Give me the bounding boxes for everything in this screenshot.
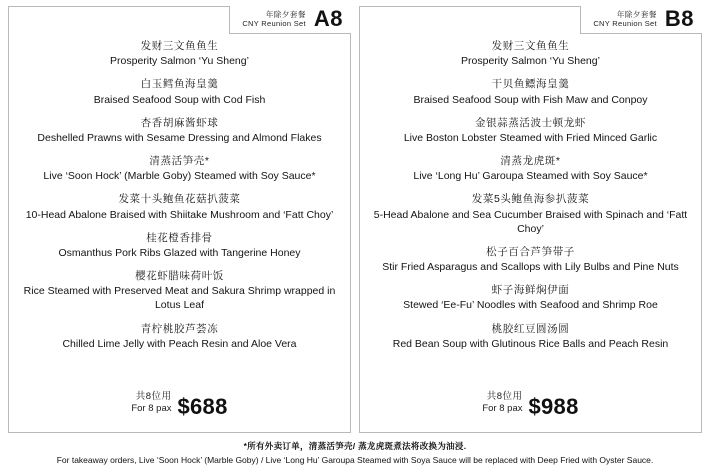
- set-price: $988: [528, 394, 579, 419]
- menu-item: [62, 322, 296, 351]
- menu-item: [26, 192, 334, 221]
- menu-item: [43, 154, 315, 183]
- set-code: B8: [664, 6, 694, 31]
- menu-item: [370, 192, 691, 236]
- footnote-en: For takeaway orders, Live ‘Soon Hock’ (Marble Goby) / Live ‘Long Hu’ Garoupa Steamed with Soya Sauce will be replaced with Deep Fried with Oyster Sauce.: [56, 455, 654, 465]
- footnote: [8, 433, 702, 471]
- set-header-labels-b8: [593, 11, 657, 28]
- menu-item-en: Deshelled Prawns with Sesame Dressing and Almond Flakes: [37, 131, 322, 144]
- menu-item: [110, 39, 249, 68]
- menu-item-zh: 发财三文鱼鱼生: [491, 40, 570, 52]
- menu-item-en: 5-Head Abalone and Sea Cucumber Braised with Spinach and ‘Fatt Choy’: [373, 208, 688, 235]
- menu-set-b8: [359, 6, 702, 433]
- menu-item-list-a8: [19, 39, 340, 360]
- menu-item-en: Stewed ‘Ee-Fu’ Noodles with Seafood and Shrimp Roe: [403, 299, 658, 312]
- menu-item-en: Prosperity Salmon ‘Yu Sheng’: [110, 55, 249, 68]
- set-price: $688: [177, 394, 228, 419]
- menu-item-en: Red Bean Soup with Glutinous Rice Balls and Peach Resin: [392, 337, 669, 350]
- menu-sets: [8, 6, 702, 433]
- menu-item-en: 10-Head Abalone Braised with Shiitake Mushroom and ‘Fatt Choy’: [25, 208, 334, 221]
- pax-info: [482, 391, 522, 418]
- pax-en: For 8 pax: [482, 403, 523, 415]
- pax-zh: 共8位用: [486, 391, 523, 403]
- menu-item: [403, 283, 658, 312]
- menu-item: [413, 154, 647, 183]
- menu-item-en: Braised Seafood Soup with Fish Maw and Conpoy: [413, 93, 648, 106]
- pax-en: For 8 pax: [131, 403, 172, 415]
- menu-item-en: Live ‘Soon Hock’ (Marble Goby) Steamed with Soy Sauce*: [43, 170, 316, 183]
- menu-item-zh: 桃胶红豆圆汤圆: [491, 322, 570, 335]
- set-code: A8: [313, 6, 343, 31]
- menu-set-a8: [8, 6, 351, 433]
- set-header-b8: [580, 6, 702, 34]
- menu-item-zh: 清蒸龙虎斑*: [500, 155, 561, 168]
- menu-item: [58, 231, 300, 260]
- menu-item: [94, 77, 266, 106]
- menu-item-zh: 樱花虾腊味荷叶饭: [135, 270, 224, 283]
- set-header-a8: [229, 6, 351, 34]
- menu-item-en: Live Boston Lobster Steamed with Fried Minced Garlic: [403, 131, 658, 144]
- menu-item: [404, 116, 657, 145]
- menu-item-zh: 虾子海鲜焖伊面: [491, 284, 570, 297]
- footnote-zh: *所有外卖订单，清蒸活笋壳/ 蒸龙虎斑煮法将改换为油浸.: [243, 441, 467, 451]
- menu-item-en: Live ‘Long Hu’ Garoupa Steamed with Soy Sauce*: [413, 170, 648, 183]
- menu-item-en: Rice Steamed with Preserved Meat and Sakura Shrimp wrapped in Lotus Leaf: [23, 285, 336, 312]
- set-header-labels-a8: [242, 11, 306, 28]
- menu-item-zh: 发菜十头鲍鱼花菇扒菠菜: [118, 193, 241, 206]
- set-label-en: CNY Reunion Set: [242, 18, 306, 28]
- menu-item: [19, 269, 340, 313]
- menu-item: [393, 322, 669, 351]
- price-block-a8: [131, 391, 227, 424]
- menu-item-zh: 松子百合芦笋带子: [486, 245, 575, 258]
- menu-item-en: Braised Seafood Soup with Cod Fish: [93, 93, 266, 106]
- menu-item-en: Prosperity Salmon ‘Yu Sheng’: [461, 55, 600, 68]
- set-label-zh: 年除夕套餐: [616, 9, 657, 19]
- menu-item: [382, 245, 679, 274]
- set-label-en: CNY Reunion Set: [593, 18, 657, 28]
- menu-item: [37, 116, 321, 145]
- menu-item-zh: 杏香胡麻酱虾球: [140, 116, 219, 129]
- menu-item-en: Osmanthus Pork Ribs Glazed with Tangerine Honey: [58, 246, 301, 259]
- pax-zh: 共8位用: [135, 391, 172, 403]
- menu-item-zh: 桂花橙香排骨: [146, 231, 213, 244]
- menu-item-en: Stir Fried Asparagus and Scallops with Lily Bulbs and Pine Nuts: [382, 261, 679, 274]
- menu-item: [461, 39, 600, 68]
- menu-item-zh: 干贝鱼鳔海皇羹: [491, 78, 570, 91]
- menu-item-zh: 白玉鳕鱼海皇羹: [140, 78, 219, 91]
- price-block-b8: [482, 391, 578, 424]
- pax-info: [131, 391, 171, 418]
- set-label-zh: 年除夕套餐: [265, 9, 306, 19]
- menu-item-zh: 发财三文鱼鱼生: [140, 40, 219, 52]
- menu-item: [413, 77, 647, 106]
- menu-item-en: Chilled Lime Jelly with Peach Resin and Aloe Vera: [62, 337, 297, 350]
- menu-item-zh: 金银蒜蒸活波士顿龙虾: [474, 116, 586, 129]
- menu-item-zh: 清蒸活笋壳*: [149, 155, 210, 168]
- menu-item-list-b8: [370, 39, 691, 360]
- menu-item-zh: 发菜5头鲍鱼海参扒菠菜: [471, 193, 590, 206]
- menu-item-zh: 青柠桃胶芦荟冻: [140, 322, 219, 335]
